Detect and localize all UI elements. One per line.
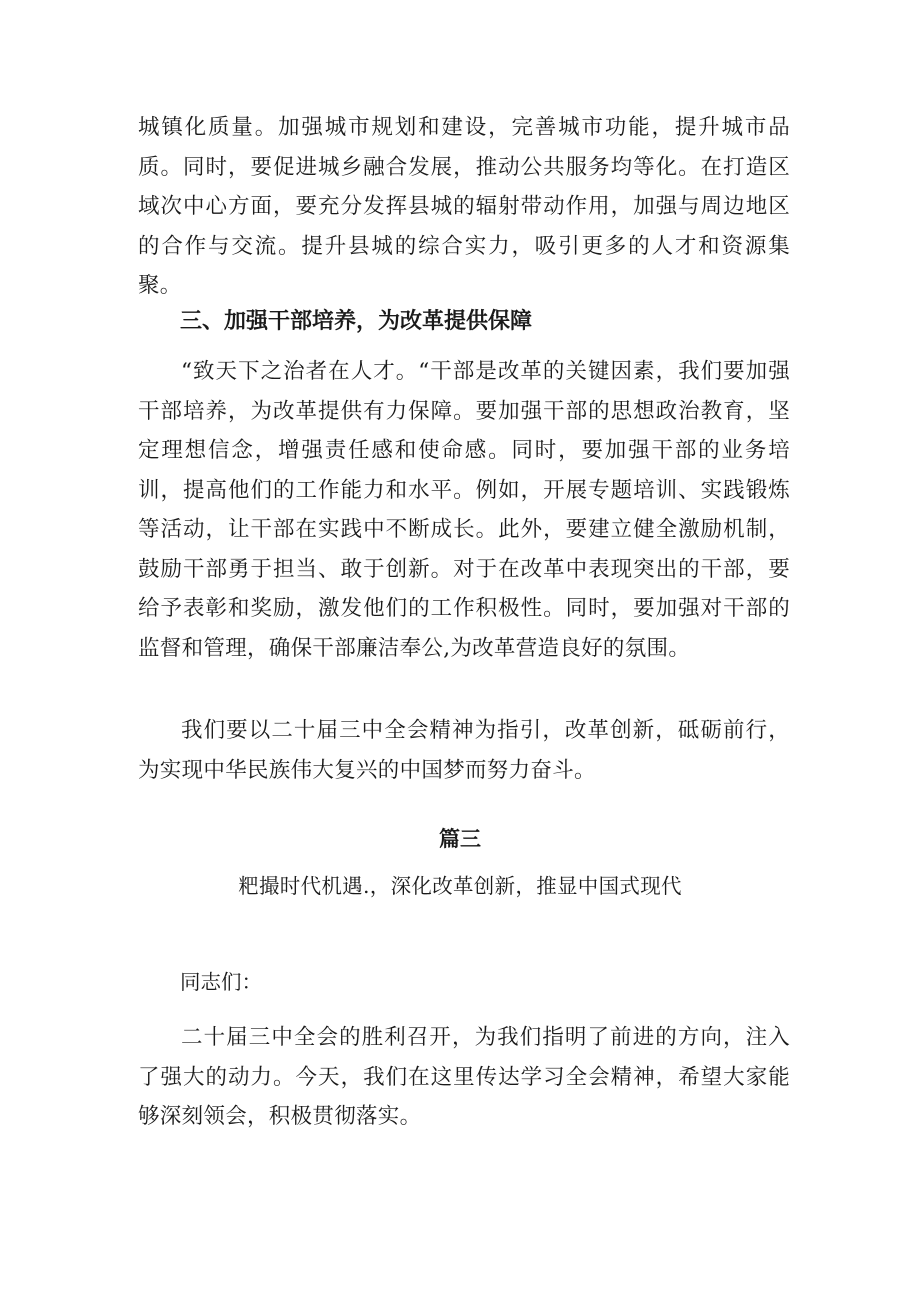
section-heading-cadre-training: 三、加强干部培养，为改革提供保障 bbox=[180, 309, 533, 334]
paragraph-closing: 我们要以二十届三中全会精神为指引，改革创新，砥砺前行，为实现中华民族伟大复兴的中国梦而努力奋斗。 bbox=[138, 718, 790, 783]
paragraph-urbanization: 城镇化质量。加强城市规划和建设，完善城市功能，提升城市品质。同时，要促进城乡融合发展，推动公共服务均等化。在打造区域次中心方面，要充分发挥县城的辐射带动作用，加强与周边地区的合作与交流。提升县城的综合实力，吸引更多的人才和资源集聚。 bbox=[138, 115, 790, 298]
paragraph-intro: 二十届三中全会的胜利召开，为我们指明了前进的方向，注入了强大的动力。今天，我们在这里传达学习全会精神，希望大家能够深刻领会，积极贯彻落实。 bbox=[138, 1025, 790, 1129]
part-title: 篇三 bbox=[439, 827, 481, 851]
salutation: 同志们： bbox=[180, 970, 262, 994]
paragraph-cadre-training: “致天下之治者在人才。“干部是改革的关键因素，我们要加强干部培养，为改革提供有力保障。要加强干部的思想政治教育，坚定理想信念，增强责任感和使命感。同时，要加强干部的业务培训，提高他们的工作能力和水平。例如，开展专题培训、实践锻炼等活动，让干部在实践中不断成长。此外，要建立健全激励机制，鼓励干部勇于担当、敢于创新。对于在改革中表现突出的干部，要给予表彰和奖励，激发他们的工作积极性。同时，要加强对干部的监督和管理，确保干部廉洁奉公,为改革营造良好的氛围。 bbox=[138, 359, 790, 661]
part-subtitle: 粑撮时代机遇.，深化改革创新，推显中国式现代 bbox=[238, 874, 682, 898]
